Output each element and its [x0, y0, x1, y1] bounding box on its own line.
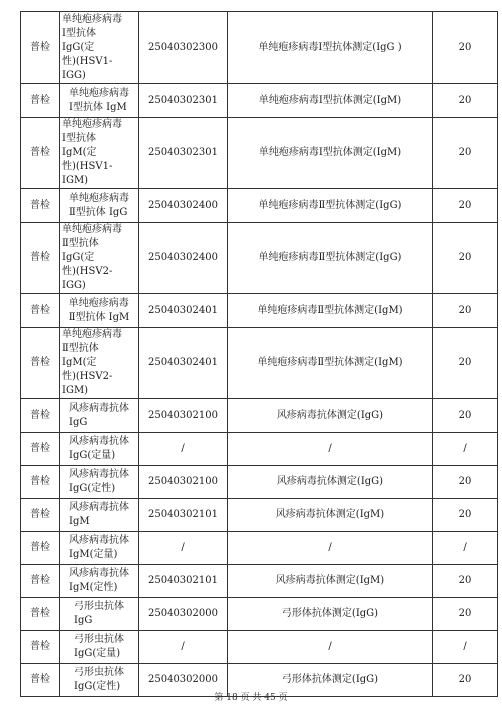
category-cell: 普检	[21, 433, 60, 466]
table-row	[21, 565, 498, 598]
category-cell: 普检	[21, 118, 60, 189]
code-cell: 25040302000	[139, 664, 228, 697]
code-cell: 25040302000	[139, 598, 228, 631]
category-cell: 普检	[21, 532, 60, 565]
table-row	[21, 118, 498, 189]
code-cell: 25040302401	[139, 294, 228, 328]
category-cell: 普检	[21, 223, 60, 294]
price-cell: /	[433, 631, 498, 664]
test-name-cell	[60, 433, 139, 466]
category-cell: 普检	[21, 466, 60, 499]
test-name-text: 单纯疱疹病毒 Ⅱ型抗体 IgM(定 性)(HSV2-IGM)	[62, 329, 122, 396]
billing-item-cell: 单纯疱疹病毒Ⅱ型抗体测定(IgG)	[228, 223, 433, 294]
price-cell: 20	[433, 466, 498, 499]
price-cell: 20	[433, 565, 498, 598]
table-row	[21, 223, 498, 294]
code-cell: 25040302400	[139, 223, 228, 294]
category-cell: 普检	[21, 664, 60, 697]
test-name-cell	[60, 399, 139, 433]
billing-item-cell: 弓形体抗体测定(IgG)	[228, 598, 433, 631]
price-cell: 20	[433, 598, 498, 631]
price-cell: 20	[433, 12, 498, 84]
price-cell: /	[433, 433, 498, 466]
test-name-text: 弓形虫抗体 IgG(定量)	[74, 634, 124, 659]
test-name-text: 单纯疱疹病毒 Ⅰ型抗体 IgM	[69, 87, 129, 113]
category-cell: 普检	[21, 598, 60, 631]
billing-item-cell: 单纯疱疹病毒Ⅱ型抗体测定(IgM)	[228, 328, 433, 399]
test-name-cell	[60, 84, 139, 118]
test-name-cell	[60, 532, 139, 565]
category-cell: 普检	[21, 189, 60, 223]
test-name-text: 单纯疱疹病毒 Ⅰ型抗体 IgG(定 性)(HSV1-IGG)	[62, 13, 122, 81]
table-row	[21, 294, 498, 328]
test-name-text: 单纯疱疹病毒 Ⅱ型抗体 IgM	[68, 297, 130, 323]
code-cell: 25040302301	[139, 84, 228, 118]
test-name-cell	[60, 328, 139, 399]
price-cell: 20	[433, 189, 498, 223]
price-cell: 20	[433, 499, 498, 532]
category-cell: 普检	[21, 294, 60, 328]
page-footer: 第 18 页 共 45 页	[214, 693, 288, 703]
category-cell: 普检	[21, 84, 60, 118]
code-cell: 25040302101	[139, 565, 228, 598]
category-cell: 普检	[21, 565, 60, 598]
test-name-text: 单纯疱疹病毒 Ⅱ型抗体 IgG	[69, 192, 129, 218]
price-cell: 20	[433, 664, 498, 697]
table-row	[21, 84, 498, 118]
price-cell: 20	[433, 294, 498, 328]
billing-item-cell: 风疹病毒抗体测定(IgM)	[228, 499, 433, 532]
price-table	[20, 11, 498, 697]
billing-item-cell: /	[228, 433, 433, 466]
category-cell: 普检	[21, 499, 60, 532]
table-row	[21, 499, 498, 532]
code-cell: 25040302301	[139, 118, 228, 189]
test-name-text: 弓形虫抗体 IgG(定性)	[74, 667, 124, 692]
price-cell: 20	[433, 399, 498, 433]
test-name-text: 弓形虫抗体 IgG	[74, 601, 124, 626]
test-name-cell	[60, 466, 139, 499]
test-name-text: 单纯疱疹病毒 Ⅱ型抗体 IgG(定 性)(HSV2-IGG)	[62, 224, 122, 291]
price-cell: 20	[433, 118, 498, 189]
code-cell: /	[139, 532, 228, 565]
category-cell: 普检	[21, 12, 60, 84]
table-row	[21, 399, 498, 433]
billing-item-cell: 单纯疱疹病毒Ⅰ型抗体测定(IgG )	[228, 12, 433, 84]
table-body	[21, 12, 498, 697]
table-row	[21, 631, 498, 664]
billing-item-cell: 风疹病毒抗体测定(IgM)	[228, 565, 433, 598]
category-cell: 普检	[21, 399, 60, 433]
test-name-cell	[60, 565, 139, 598]
billing-item-cell: /	[228, 532, 433, 565]
test-name-cell	[60, 12, 139, 84]
code-cell: /	[139, 433, 228, 466]
test-name-cell	[60, 294, 139, 328]
billing-item-cell: 风疹病毒抗体测定(IgG)	[228, 399, 433, 433]
test-name-text: 风疹病毒抗体 IgM(定性)	[69, 568, 129, 593]
code-cell: /	[139, 631, 228, 664]
test-name-text: 风疹病毒抗体 IgM(定量)	[69, 535, 129, 560]
table-row	[21, 532, 498, 565]
price-cell: /	[433, 532, 498, 565]
table-row	[21, 328, 498, 399]
billing-item-cell: 风疹病毒抗体测定(IgG)	[228, 466, 433, 499]
code-cell: 25040302100	[139, 399, 228, 433]
table-row	[21, 466, 498, 499]
price-cell: 20	[433, 223, 498, 294]
test-name-text: 单纯疱疹病毒 Ⅰ型抗体 IgM(定 性)(HSV1-IGM)	[62, 119, 122, 186]
test-name-text: 风疹病毒抗体 IgM	[69, 502, 129, 527]
billing-item-cell: /	[228, 631, 433, 664]
table-row	[21, 12, 498, 84]
table-row	[21, 189, 498, 223]
code-cell: 25040302101	[139, 499, 228, 532]
code-cell: 25040302100	[139, 466, 228, 499]
price-cell: 20	[433, 84, 498, 118]
test-name-cell	[60, 598, 139, 631]
category-cell: 普检	[21, 631, 60, 664]
billing-item-cell: 弓形体抗体测定(IgG)	[228, 664, 433, 697]
test-name-cell	[60, 631, 139, 664]
price-cell: 20	[433, 328, 498, 399]
code-cell: 25040302400	[139, 189, 228, 223]
test-name-cell	[60, 499, 139, 532]
test-name-text: 风疹病毒抗体 IgG	[69, 402, 129, 428]
code-cell: 25040302300	[139, 12, 228, 84]
billing-item-cell: 单纯疱疹病毒Ⅰ型抗体测定(IgM)	[228, 118, 433, 189]
code-cell: 25040302401	[139, 328, 228, 399]
test-name-cell	[60, 189, 139, 223]
test-name-cell	[60, 223, 139, 294]
billing-item-cell: 单纯疱疹病毒Ⅱ型抗体测定(IgM)	[228, 294, 433, 328]
test-name-text: 风疹病毒抗体 IgG(定性)	[69, 469, 129, 494]
table-row	[21, 598, 498, 631]
category-cell: 普检	[21, 328, 60, 399]
test-name-text: 风疹病毒抗体 IgG(定量)	[69, 436, 129, 461]
table-row	[21, 433, 498, 466]
billing-item-cell: 单纯疱疹病毒Ⅰ型抗体测定(IgM)	[228, 84, 433, 118]
test-name-cell	[60, 118, 139, 189]
billing-item-cell: 单纯疱疹病毒Ⅱ型抗体测定(IgG)	[228, 189, 433, 223]
